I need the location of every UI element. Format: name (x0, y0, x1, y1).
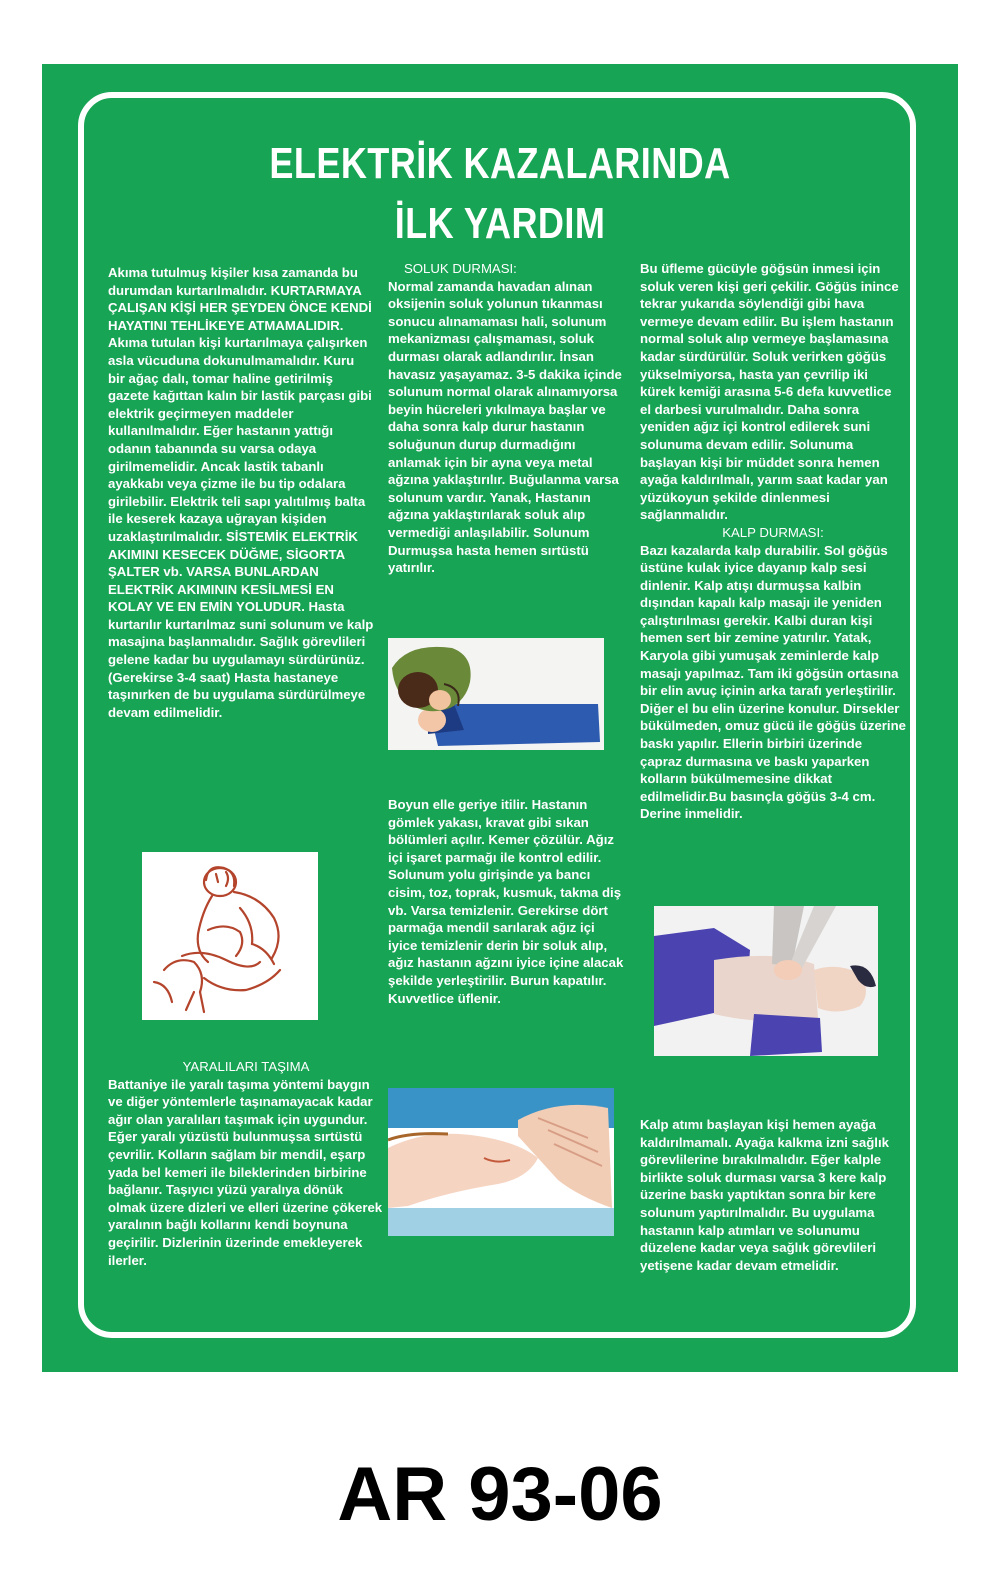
head-tilt-image (388, 1088, 614, 1236)
airway-text: Boyun elle geriye itilir. Hastanın gömlek yakası, kravat gibi sıkan bölümleri açılır. Kemer çözülür. Ağız içi işaret parmağı ile kontrol edilir. Solunum yolu girişinde ya bancı cisim, toz, toprak, kusmuk, takma diş vb. Varsa temizlenir. Gerekirse dört parmağa mendil sarılarak ağız içi iyice temizlenir derin bir soluk alıp, ağız hastanın ağzını iyice içine alacak şekilde yerleştirilir. Burun kapatılır. Kuvvetlice üflenir. (388, 797, 624, 1006)
mouth-to-mouth-resuscitation-illustration (388, 638, 604, 750)
right-column-bottom (640, 1116, 906, 1274)
heart-heading: KALP DURMASI: (722, 524, 824, 540)
breath-section (388, 260, 624, 577)
breath-text: Normal zamanda havadan alınan oksijenin soluk yolunun tıkanması sonucu alınamaması hali, solunum mekanizması çalışmaması, soluk durması olarak adlandırılır. İnsan havasız yaşayamaz. 3-5 dakika içinde solunum normal olarak alınamıyorsa beyin hücreleri yıkılmaya başlar ve daha sonra kalp durur hastanın soluğunun durup durmadığını anlamak için bir ayna veya metal ağzına yaklaştırılır. Buğulanma varsa solunum vardır. Yanak, Hastanın ağzına yaklaştırılarak soluk alıp vermediği anlaşılabilir. Solunum Durmuşsa hasta hemen sırtüstü yatırılır. (388, 278, 622, 576)
product-code: AR 93-06 (337, 1452, 663, 1537)
breath-continue-text: Bu üfleme gücüyle göğsün inmesi için soluk veren kişi geri çekilir. Göğüs inince tekrar yukarıda söylendiği gibi hava vermeye devam edilir. Bu işlem hastanın normal soluk alıp vermeye başlamasına kadar sürdürülür. Soluk verirken göğüs yükselmiyorsa, hasta yan çevrilip iki kürek kemiği arasına 5-6 defa kuvvetlice el darbesi vurulmalıdır. Daha sonra yeniden ağız içi kontrol edilerek suni solunuma devam edilir. Solunuma başlayan kişi bir müddet sonra hemen ayağa kaldırılmalı, yarım saat kadar yan yüzükoyun şekilde dinlenmesi sağlanmalıdır. (640, 261, 899, 523)
airway-section (388, 796, 626, 1007)
rescue-carry-image (142, 852, 318, 1020)
recovery-text: Kalp atımı başlayan kişi hemen ayağa kaldırılmamalı. Ayağa kalkma izni sağlık görevlilerine bırakılmalıdır. Eğer kalple birlikte soluk durması varsa 3 kere kalp üzerine baskı yaptıktan sonra bir kere solunum yaptırılmalıdır. Bu uygulama hastanın kalp atımları ve solunumu düzelene kadar veya sağlık görevlileri yetişene kadar devam etmelidir. (640, 1117, 889, 1273)
heart-text: Bazı kazalarda kalp durabilir. Sol göğüs üstüne kulak iyice dayanıp kalp sesi dinlenir. Kalp atışı durmuşsa kalbin dışından kapalı kalp masajı ile yeniden çalıştırılması gerekir. Kalbi duran kişi hemen sert bir zemine yatırılır. Yatak, Karyola gibi yumuşak zeminlerde kalp masajı yapılmaz. Tam iki göğsün ortasına bir elin avuç içinin arka tarafı yerleştirilir. Diğer el bu elin üzerine konulur. Dirsekler bükülmeden, omuz gücü ile göğüs üzerine baskı yapılır. Ellerin birbiri üzerinde çapraz durmasına ve baskı yaparken kolların bükülmemesine dikkat edilmelidir.Bu basınçla göğüs 3-4 cm. Derine inmelidir. (640, 542, 906, 822)
safety-poster (42, 64, 958, 1372)
chest-compression-illustration (654, 906, 878, 1056)
carry-heading: YARALILARI TAŞIMA (182, 1059, 310, 1074)
head-tilt-airway-illustration (388, 1088, 614, 1236)
breath-heading: SOLUK DURMASI: (404, 261, 517, 276)
chest-compression-image (654, 906, 878, 1056)
carry-text: Battaniye ile yaralı taşıma yöntemi baygın ve diğer yöntemlerle taşınamayacak kadar ağır olan yaralıları taşımak için uygundur. Eğer yaralı yüzüstü bulunmuşsa sırtüstü çevrilir. Kolların sağlam bir mendil, eşarp yada bel kemeri ile bileklerinden birbirine bağlanır. Taşıyıcı yüzü yaralıya dönük olmak üzere dizleri ve elleri üzerine çökerek yaralının bağlı kollarını kendi boynuna geçirilir. Dizlerinin üzerinde emekleyerek ilerler. (108, 1076, 383, 1268)
mouth-to-mouth-image (388, 638, 604, 750)
right-column-top (640, 260, 906, 823)
left-column (108, 264, 374, 721)
poster-title-line2: İLK YARDIM (394, 199, 606, 248)
carry-section (108, 1058, 384, 1269)
poster-title-line1: ELEKTRİK KAZALARINDA (269, 139, 731, 188)
rescuer-carrying-victim-illustration (142, 852, 318, 1020)
electric-rescue-text: Akıma tutulmuş kişiler kısa zamanda bu durumdan kurtarılmalıdır. KURTARMAYA ÇALIŞAN KİŞİ HER ŞEYDEN ÖNCE KENDİ HAYATINI TEHLİKEYE ATMAMALIDIR. Akıma tutulan kişi kurtarılmaya çalışırken asla vücuduna dokunulmamalıdır. Kuru bir ağaç dalı, tomar haline getirilmiş gazete kağıttan kalın bir lastik parçası gibi elektrik geçirmeyen maddeler kullanılmalıdır. Eğer hastanın yattığı odanın tabanında su varsa odaya girilmemelidir. Ancak lastik tabanlı ayakkabı veya çizme ile bu tip odalara girilebilir. Elektrik teli sapı yalıtılmış balta ile keserek kazaya uğrayan kişiden uzaklaştırılmalıdır. SİSTEMİK ELEKTRİK AKIMINI KESECEK DÜĞME, SİGORTA ŞALTER vb. VARSA BUNLARDAN ELEKTRİK AKIMININ KESİLMESİ EN KOLAY VE EN EMİN YOLUDUR. Hasta kurtarılır kurtarılmaz suni solunum ve kalp masajına başlanmalıdır. Sağlık görevlileri gelene kadar bu uygulamayı sürdürünüz. (Gerekirse 3-4 saat) Hasta hastaneye taşınırken de bu uygulama sürdürülmeye devam edilmelidir. (108, 265, 374, 720)
